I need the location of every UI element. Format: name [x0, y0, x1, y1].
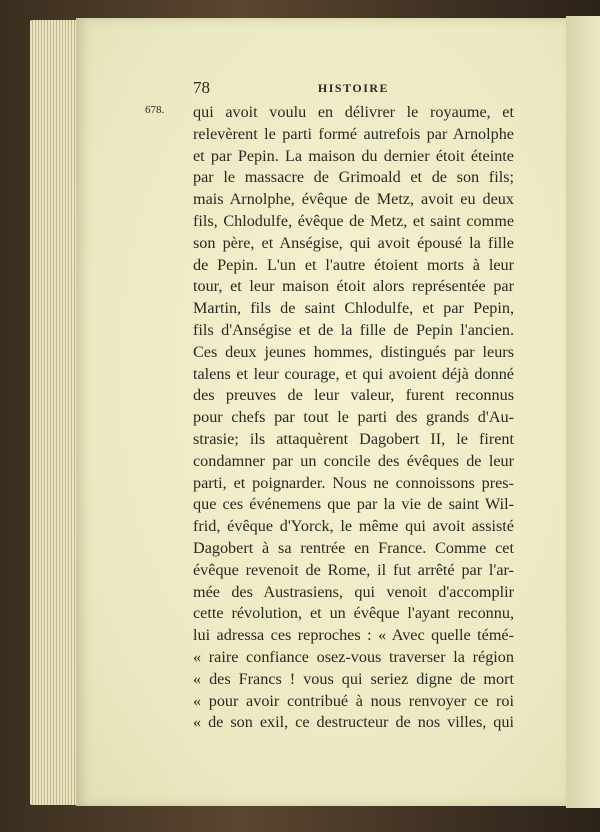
text-line: « raire confiance osez-vous traverser la région: [193, 647, 514, 666]
text-line: fils d'Anségise et de la fille de Pepin l'ancien.: [193, 320, 514, 339]
margin-note: 678.: [145, 104, 165, 116]
text-line: frid, évêque d'Yorck, le même qui avoit assisté: [193, 517, 514, 536]
text-line: qui avoit voulu en délivrer le royaume, et: [193, 103, 514, 121]
page-number: 78: [193, 78, 210, 97]
text-line: strasie; ils attaquèrent Dagobert II, le firent: [193, 429, 514, 448]
text-line: lui adressa ces reproches : « Avec quelle témé-: [193, 626, 514, 645]
text-line: « de son exil, ce destructeur de nos villes, qui: [193, 713, 514, 732]
text-line: Martin, fils de saint Chlodulfe, et par Pepin,: [193, 299, 514, 318]
text-line: parti, et poignarder. Nous ne connoissons pres-: [193, 473, 514, 492]
text-line: son père, et Anségise, qui avoit épousé la fille: [193, 233, 514, 252]
running-head: HISTOIRE: [317, 81, 390, 95]
text-line: fils, Chlodulfe, évêque de Metz, et saint comme: [193, 211, 514, 230]
adjacent-page: [566, 16, 600, 808]
text-line: de Pepin. L'un et l'autre étoient morts à leur: [193, 255, 514, 274]
text-line: relevèrent le parti formé autrefois par Arnolphe: [193, 124, 514, 143]
body-text: [193, 102, 514, 734]
text-line: tour, et leur maison étoit alors représentée par: [193, 277, 514, 296]
text-line: pour chefs par tout le parti des grands d'Au-: [193, 408, 514, 427]
text-line: mée des Austrasiens, qui venoit d'accomplir: [193, 582, 514, 601]
text-line: par le massacre de Grimoald et de son fils;: [193, 168, 514, 187]
text-line: condamner par un concile des évêques de leur: [193, 451, 514, 470]
text-line: cette révolution, et un évêque l'ayant reconnu,: [193, 604, 514, 623]
text-line: « des Francs ! vous qui seriez digne de mort: [193, 669, 514, 688]
text-line: et par Pepin. La maison du dernier étoit éteinte: [193, 146, 514, 165]
text-line: « pour avoir contribué à nous renvoyer ce roi: [193, 691, 514, 710]
text-line: mais Arnolphe, évêque de Metz, avoit eu deux: [193, 190, 514, 209]
text-line: évêque revenoit de Rome, il fut arrêté par l'ar-: [193, 560, 514, 579]
page-edges: [30, 20, 78, 805]
text-line: talens et leur courage, et qui avoient déjà donné: [193, 364, 514, 383]
text-line: que ces événemens que par la vie de saint Wil-: [193, 495, 514, 514]
text-line: Ces deux jeunes hommes, distingués par leurs: [193, 342, 514, 361]
page-header: [193, 78, 514, 98]
text-line: des preuves de leur valeur, furent reconnus: [193, 386, 514, 405]
text-line: Dagobert à sa rentrée en France. Comme cet: [193, 538, 514, 557]
